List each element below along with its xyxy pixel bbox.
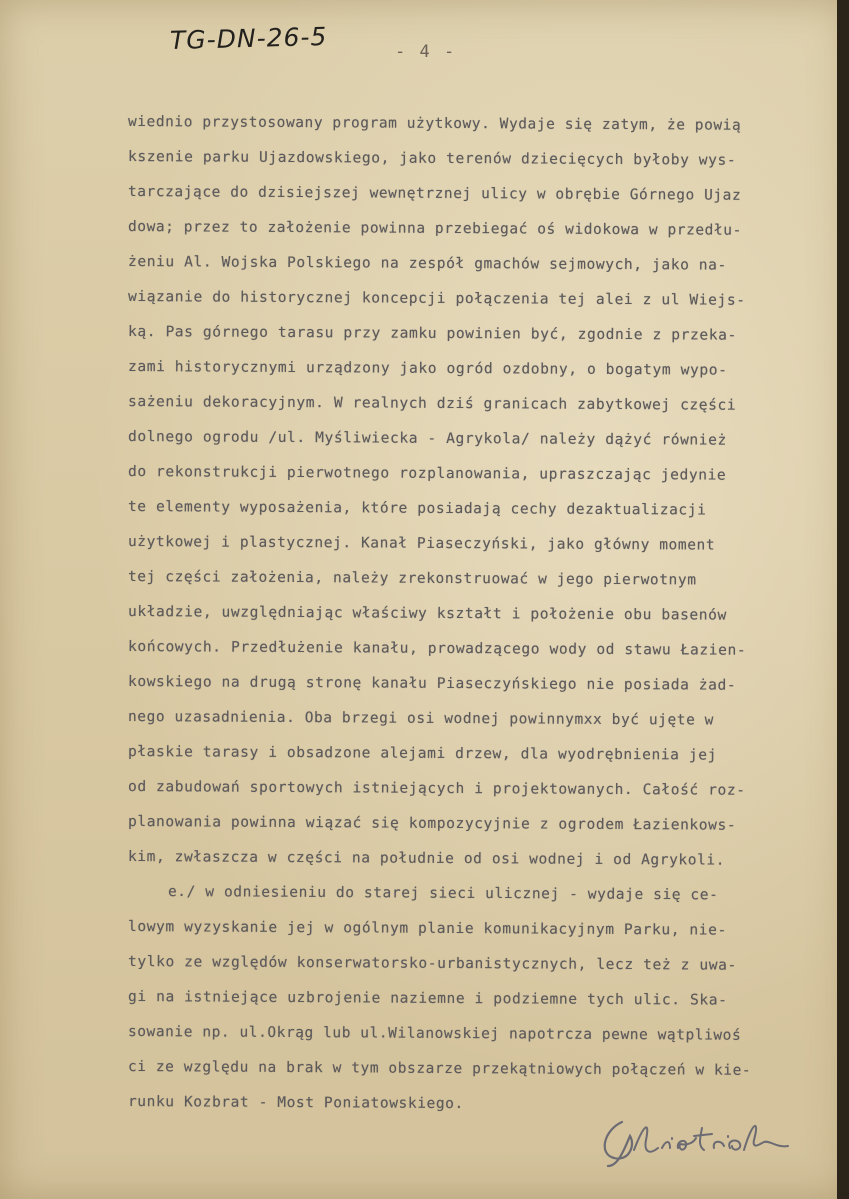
text-line: użytkowej i plastycznej. Kanał Piaseczyński, jako główny moment xyxy=(127,534,716,554)
text-line: żeniu Al. Wojska Polskiego na zespół gmachów sejmowych, jako na- xyxy=(127,254,727,274)
handwritten-signature xyxy=(592,1110,792,1168)
text-line: tej części założenia, należy zrekonstruować w jego pierwotnym xyxy=(127,569,697,589)
text-line: wiązanie do historycznej koncepcji połączenia tej alei z ul Wiejs- xyxy=(127,289,746,309)
text-line: dowa; przez to założenie powinna przebiegać oś widokowa w przedłu- xyxy=(127,219,742,239)
handwritten-reference-code: TG-DN-26-5 xyxy=(169,21,328,56)
text-line: gi na istniejące uzbrojenie naziemne i podziemne tych ulic. Ska- xyxy=(127,989,728,1009)
text-line: te elementy wyposażenia, które posiadają cechy dezaktualizacji xyxy=(127,499,707,519)
text-line: do rekonstrukcji pierwotnego rozplanowania, upraszczając jedynie xyxy=(127,464,727,484)
text-line: wiednio przystosowany program użytkowy. Wydaje się zatym, że powią xyxy=(127,114,742,134)
text-line: od zabudowań sportowych istniejących i projektowanych. Całość roz- xyxy=(127,779,746,799)
text-line: kszenie parku Ujazdowskiego, jako terenów dziecięcych byłoby wys- xyxy=(127,149,737,169)
text-line: płaskie tarasy i obsadzone alejami drzew, dla wyodrębnienia jej xyxy=(127,744,717,764)
text-line: ci ze względu na brak w tym obszarze przekątniowych połączeń w kie- xyxy=(127,1059,752,1079)
text-line: zami historycznymi urządzony jako ogród ozdobny, o bogatym wypo- xyxy=(127,359,728,379)
text-line: sażeniu dekoracyjnym. W realnych dziś granicach zabytkowej części xyxy=(127,394,737,414)
text-line: kim, zwłaszcza w części na południe od osi wodnej i od Agrykoli. xyxy=(127,849,726,869)
text-line: ką. Pas górnego tarasu przy zamku powinien być, zgodnie z przeka- xyxy=(127,324,737,344)
text-line: końcowych. Przedłużenie kanału, prowadzącego wody od stawu Łazien- xyxy=(127,639,747,659)
text-line: tarczające do dzisiejszej wewnętrznej ulicy w obrębie Górnego Ujaz xyxy=(127,184,742,204)
page-number: - 4 - xyxy=(395,42,457,62)
text-line: e./ w odniesieniu do starej sieci ulicznej - wydaje się ce- xyxy=(167,884,719,904)
text-line: sowanie np. ul.Okrąg lub ul.Wilanowskiej napotrcza pewne wątpliwoś xyxy=(127,1024,742,1044)
text-line: runku Kozbrat - Most Poniatowskiego. xyxy=(127,1094,464,1113)
text-line: nego uzasadnienia. Oba brzegi osi wodnej powinnymxx być ujęte w xyxy=(127,709,715,729)
text-line: układzie, uwzględniając właściwy kształt i położenie obu basenów xyxy=(127,604,727,624)
text-line: dolnego ogrodu /ul. Myśliwiecka - Agrykola/ należy dążyć również xyxy=(127,429,727,449)
text-line: kowskiego na drugą stronę kanału Piaseczyńskiego nie posiada żad- xyxy=(127,674,737,694)
text-line: lowym wyzyskanie jej w ogólnym planie komunikacyjnym Parku, nie- xyxy=(127,919,727,939)
text-line: tylko ze względów konserwatorsko-urbanistycznych, lecz też z uwa- xyxy=(127,954,737,974)
text-line: planowania powinna wiązać się kompozycyjnie z ogrodem Łazienkows- xyxy=(127,814,737,834)
